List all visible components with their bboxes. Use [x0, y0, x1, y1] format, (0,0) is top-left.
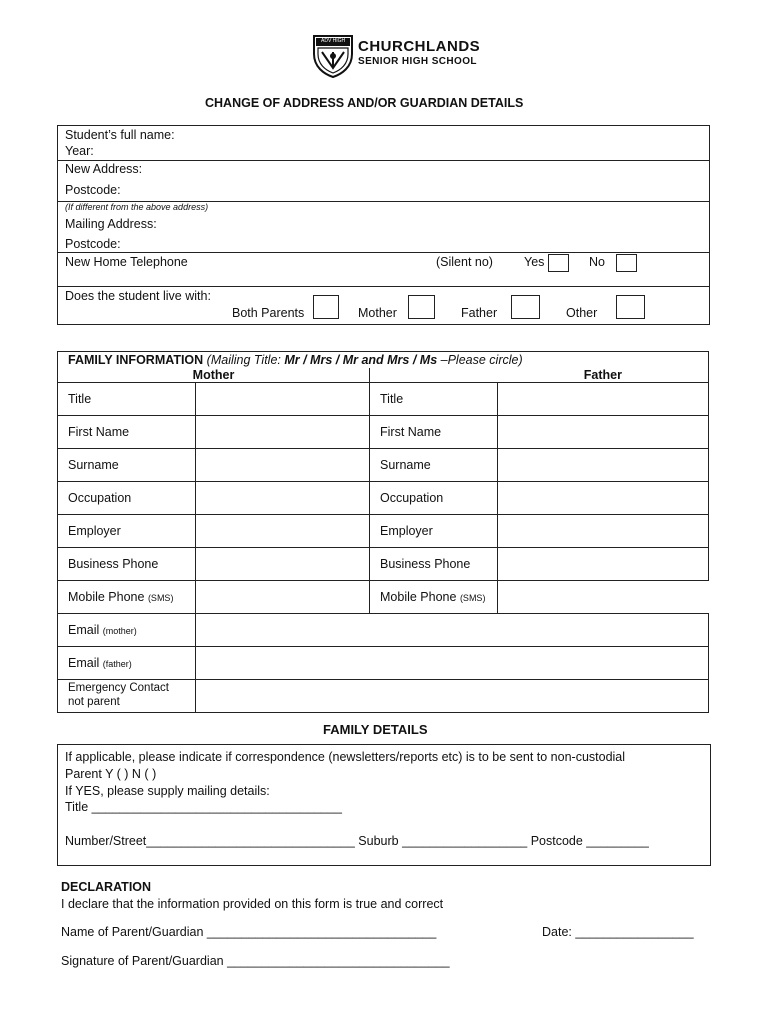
year-label: Year:	[65, 144, 94, 158]
father-surname-label: Surname	[370, 449, 498, 482]
mother-mobile-label: Mobile Phone (SMS)	[58, 581, 196, 614]
table-row	[58, 383, 709, 416]
new-address-label: New Address:	[65, 162, 143, 176]
mother-business-phone-field[interactable]	[196, 548, 370, 581]
email-mother-label: Email (mother)	[58, 614, 196, 647]
father-occupation-label: Occupation	[370, 482, 498, 515]
mailing-note: (If different from the above address)	[65, 202, 209, 212]
custodial-parent-choice[interactable]: Parent Y ( ) N ( )	[65, 767, 157, 781]
emergency-contact-field[interactable]	[196, 680, 709, 713]
school-name-line1: CHURCHLANDS	[358, 38, 481, 55]
father-employer-label: Employer	[370, 515, 498, 548]
father-first-name-field[interactable]	[498, 416, 709, 449]
mother-first-name-label: First Name	[58, 416, 196, 449]
school-name-line2: SENIOR HIGH SCHOOL	[358, 56, 477, 67]
form-title: CHANGE OF ADDRESS AND/OR GUARDIAN DETAILS	[205, 96, 524, 110]
emergency-contact-label: Emergency Contact not parent	[58, 680, 196, 713]
student-full-name-label: Student’s full name:	[65, 128, 175, 142]
father-checkbox[interactable]	[511, 295, 540, 319]
table-row	[58, 647, 709, 680]
father-title-field[interactable]	[498, 383, 709, 416]
column-header-row	[58, 368, 709, 383]
no-label: No	[589, 255, 605, 269]
mailing-title-suffix: –Please circle)	[437, 353, 523, 367]
father-employer-field[interactable]	[498, 515, 709, 548]
silent-number-label: (Silent no)	[436, 255, 493, 269]
father-first-name-label: First Name	[370, 416, 498, 449]
other-checkbox[interactable]	[616, 295, 645, 319]
mother-occupation-field[interactable]	[196, 482, 370, 515]
parent-name-field[interactable]: Name of Parent/Guardian _________________________________	[61, 925, 437, 939]
signature-field[interactable]: Signature of Parent/Guardian ________________________________	[61, 954, 450, 968]
lives-with-label: Does the student live with:	[65, 289, 211, 303]
school-crest-icon	[312, 34, 354, 78]
father-business-phone-label: Business Phone	[370, 548, 498, 581]
yes-label: Yes	[524, 255, 545, 269]
both-parents-checkbox[interactable]	[313, 295, 339, 319]
yes-checkbox[interactable]	[548, 254, 569, 272]
father-title-label: Title	[370, 383, 498, 416]
table-row	[58, 416, 709, 449]
mother-title-field[interactable]	[196, 383, 370, 416]
father-surname-field[interactable]	[498, 449, 709, 482]
family-info-label: FAMILY INFORMATION	[68, 353, 204, 367]
mother-employer-field[interactable]	[196, 515, 370, 548]
email-father-label: Email (father)	[58, 647, 196, 680]
mailing-postcode-label: Postcode:	[65, 237, 121, 251]
table-row	[58, 614, 709, 647]
mother-checkbox[interactable]	[408, 295, 435, 319]
table-row	[58, 482, 709, 515]
telephone-label: New Home Telephone	[65, 255, 188, 269]
table-row	[58, 581, 709, 614]
family-info-heading-row	[58, 352, 709, 369]
family-details-line1: If applicable, please indicate if correspondence (newsletters/reports etc) is to be sent to non-custodial	[65, 750, 626, 764]
mother-mobile-field[interactable]	[196, 581, 370, 614]
family-details-heading: FAMILY DETAILS	[323, 722, 428, 737]
mailing-address-label: Mailing Address:	[65, 217, 157, 231]
street-suburb-postcode-field[interactable]: Number/Street______________________________ Suburb __________________ Postcode _________	[65, 834, 649, 848]
table-row	[58, 680, 709, 713]
option-both-parents-label: Both Parents	[232, 306, 305, 320]
family-details-line3: If YES, please supply mailing details:	[65, 784, 270, 798]
option-other-label: Other	[566, 306, 598, 320]
email-father-field[interactable]	[196, 647, 709, 680]
father-business-phone-field[interactable]	[498, 548, 709, 581]
mother-title-label: Title	[58, 383, 196, 416]
father-mobile-field[interactable]	[498, 581, 709, 614]
mailing-title-prefix: (Mailing Title:	[206, 353, 285, 367]
declaration-heading: DECLARATION	[61, 880, 152, 894]
mother-surname-field[interactable]	[196, 449, 370, 482]
family-information-table	[57, 351, 709, 713]
mother-business-phone-label: Business Phone	[58, 548, 196, 581]
postcode-label: Postcode:	[65, 183, 121, 197]
mother-column-header: Mother	[192, 368, 235, 382]
email-mother-field[interactable]	[196, 614, 709, 647]
father-mobile-label: Mobile Phone (SMS)	[370, 581, 498, 614]
crest-text: ADV HIGH	[321, 38, 346, 44]
mailing-title-field[interactable]: Title ____________________________________	[65, 800, 342, 814]
declaration-statement: I declare that the information provided on this form is true and correct	[61, 897, 444, 911]
mother-employer-label: Employer	[58, 515, 196, 548]
mailing-title-options[interactable]: Mr / Mrs / Mr and Mrs / Ms	[284, 353, 438, 367]
table-row	[58, 515, 709, 548]
mother-surname-label: Surname	[58, 449, 196, 482]
table-row	[58, 548, 709, 581]
mother-occupation-label: Occupation	[58, 482, 196, 515]
option-father-label: Father	[461, 306, 498, 320]
no-checkbox[interactable]	[616, 254, 637, 272]
date-field[interactable]: Date: _________________	[542, 925, 694, 939]
father-occupation-field[interactable]	[498, 482, 709, 515]
father-column-header: Father	[583, 368, 622, 382]
table-row	[58, 449, 709, 482]
option-mother-label: Mother	[358, 306, 397, 320]
mother-first-name-field[interactable]	[196, 416, 370, 449]
